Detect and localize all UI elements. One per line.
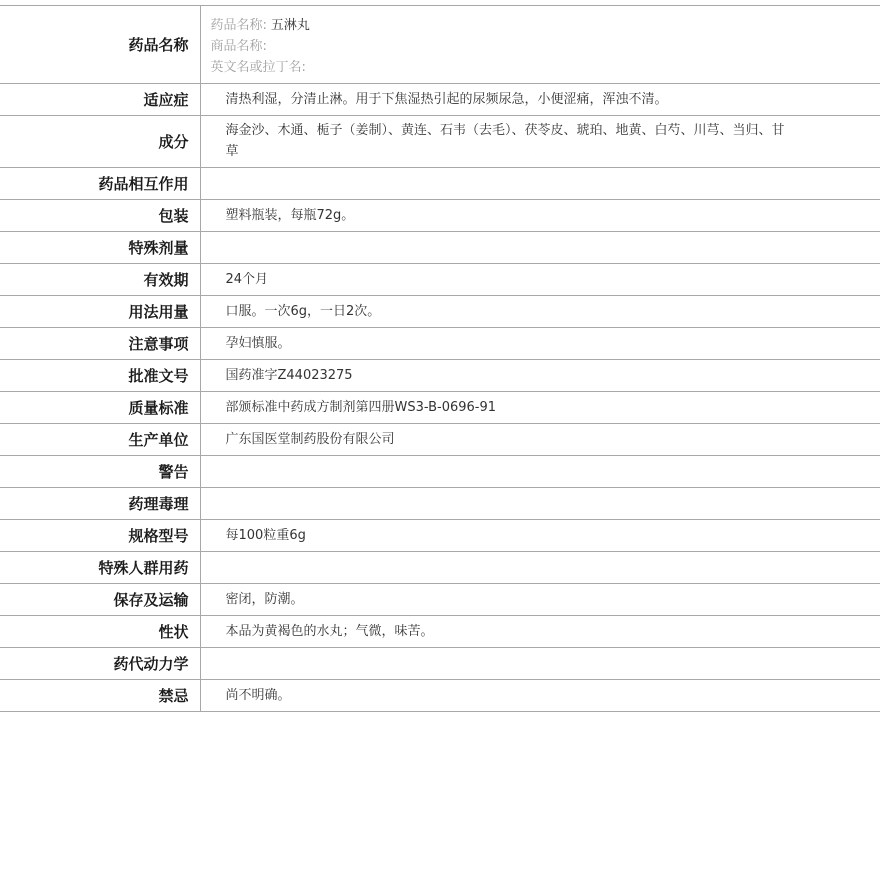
row-contraindications xyxy=(0,680,880,712)
row-label: 药代动力学 xyxy=(0,648,200,680)
row-manufacturer xyxy=(0,424,880,456)
row-shelf-life xyxy=(0,264,880,296)
row-label: 保存及运输 xyxy=(0,584,200,616)
row-label: 批准文号 xyxy=(0,360,200,392)
row-drug-name xyxy=(0,6,880,84)
row-precautions xyxy=(0,328,880,360)
row-value: 24个月 xyxy=(200,264,880,296)
row-storage-transport xyxy=(0,584,880,616)
row-value xyxy=(200,488,880,520)
drug-name-values xyxy=(200,6,880,84)
row-value: 塑料瓶装，每瓶72g。 xyxy=(200,200,880,232)
row-label: 性状 xyxy=(0,616,200,648)
row-value: 孕妇慎服。 xyxy=(200,328,880,360)
row-label: 注意事项 xyxy=(0,328,200,360)
row-label-drug-name: 药品名称 xyxy=(0,6,200,84)
row-label: 适应症 xyxy=(0,84,200,116)
generic-name-line xyxy=(211,15,791,36)
row-value xyxy=(200,168,880,200)
row-special-dosage xyxy=(0,232,880,264)
row-label: 药品相互作用 xyxy=(0,168,200,200)
row-value xyxy=(200,552,880,584)
row-value: 清热利湿，分清止淋。用于下焦湿热引起的尿频尿急，小便涩痛，浑浊不清。 xyxy=(200,84,880,116)
row-description xyxy=(0,616,880,648)
row-warning xyxy=(0,456,880,488)
row-special-populations xyxy=(0,552,880,584)
row-label: 生产单位 xyxy=(0,424,200,456)
row-label: 警告 xyxy=(0,456,200,488)
row-quality-standard xyxy=(0,392,880,424)
row-ingredients xyxy=(0,116,880,168)
row-pharmacokinetics xyxy=(0,648,880,680)
row-packaging xyxy=(0,200,880,232)
row-value: 海金沙、木通、栀子（姜制）、黄连、石韦（去毛）、茯苓皮、琥珀、地黄、白芍、川芎、当归、甘草 xyxy=(200,116,880,168)
row-pharmacology-toxicology xyxy=(0,488,880,520)
english-name-key: 英文名或拉丁名: xyxy=(210,60,306,75)
row-value xyxy=(200,648,880,680)
row-value: 尚不明确。 xyxy=(200,680,880,712)
row-drug-interactions xyxy=(0,168,880,200)
row-value: 密闭，防潮。 xyxy=(200,584,880,616)
row-value: 部颁标准中药成方制剂第四册WS3-B-0696-91 xyxy=(200,392,880,424)
row-label: 包装 xyxy=(0,200,200,232)
row-label: 特殊剂量 xyxy=(0,232,200,264)
row-label: 用法用量 xyxy=(0,296,200,328)
row-value: 广东国医堂制药股份有限公司 xyxy=(200,424,880,456)
row-usage-dosage xyxy=(0,296,880,328)
row-label: 成分 xyxy=(0,116,200,168)
row-value: 口服。一次6g，一日2次。 xyxy=(200,296,880,328)
row-approval-number xyxy=(0,360,880,392)
row-value xyxy=(200,456,880,488)
row-label: 有效期 xyxy=(0,264,200,296)
row-value xyxy=(200,232,880,264)
row-specification xyxy=(0,520,880,552)
generic-name-value: 五淋丸 xyxy=(270,18,310,33)
drug-info-table xyxy=(0,5,880,712)
trade-name-line xyxy=(211,36,791,57)
row-indications xyxy=(0,84,880,116)
row-value: 国药准字Z44023275 xyxy=(200,360,880,392)
row-value: 每100粒重6g xyxy=(200,520,880,552)
row-label: 质量标准 xyxy=(0,392,200,424)
row-label: 特殊人群用药 xyxy=(0,552,200,584)
generic-name-key: 药品名称: xyxy=(210,18,267,33)
row-label: 药理毒理 xyxy=(0,488,200,520)
row-label: 规格型号 xyxy=(0,520,200,552)
row-value: 本品为黄褐色的水丸；气微，味苦。 xyxy=(200,616,880,648)
english-name-line xyxy=(211,57,791,78)
row-label: 禁忌 xyxy=(0,680,200,712)
trade-name-key: 商品名称: xyxy=(210,39,267,54)
